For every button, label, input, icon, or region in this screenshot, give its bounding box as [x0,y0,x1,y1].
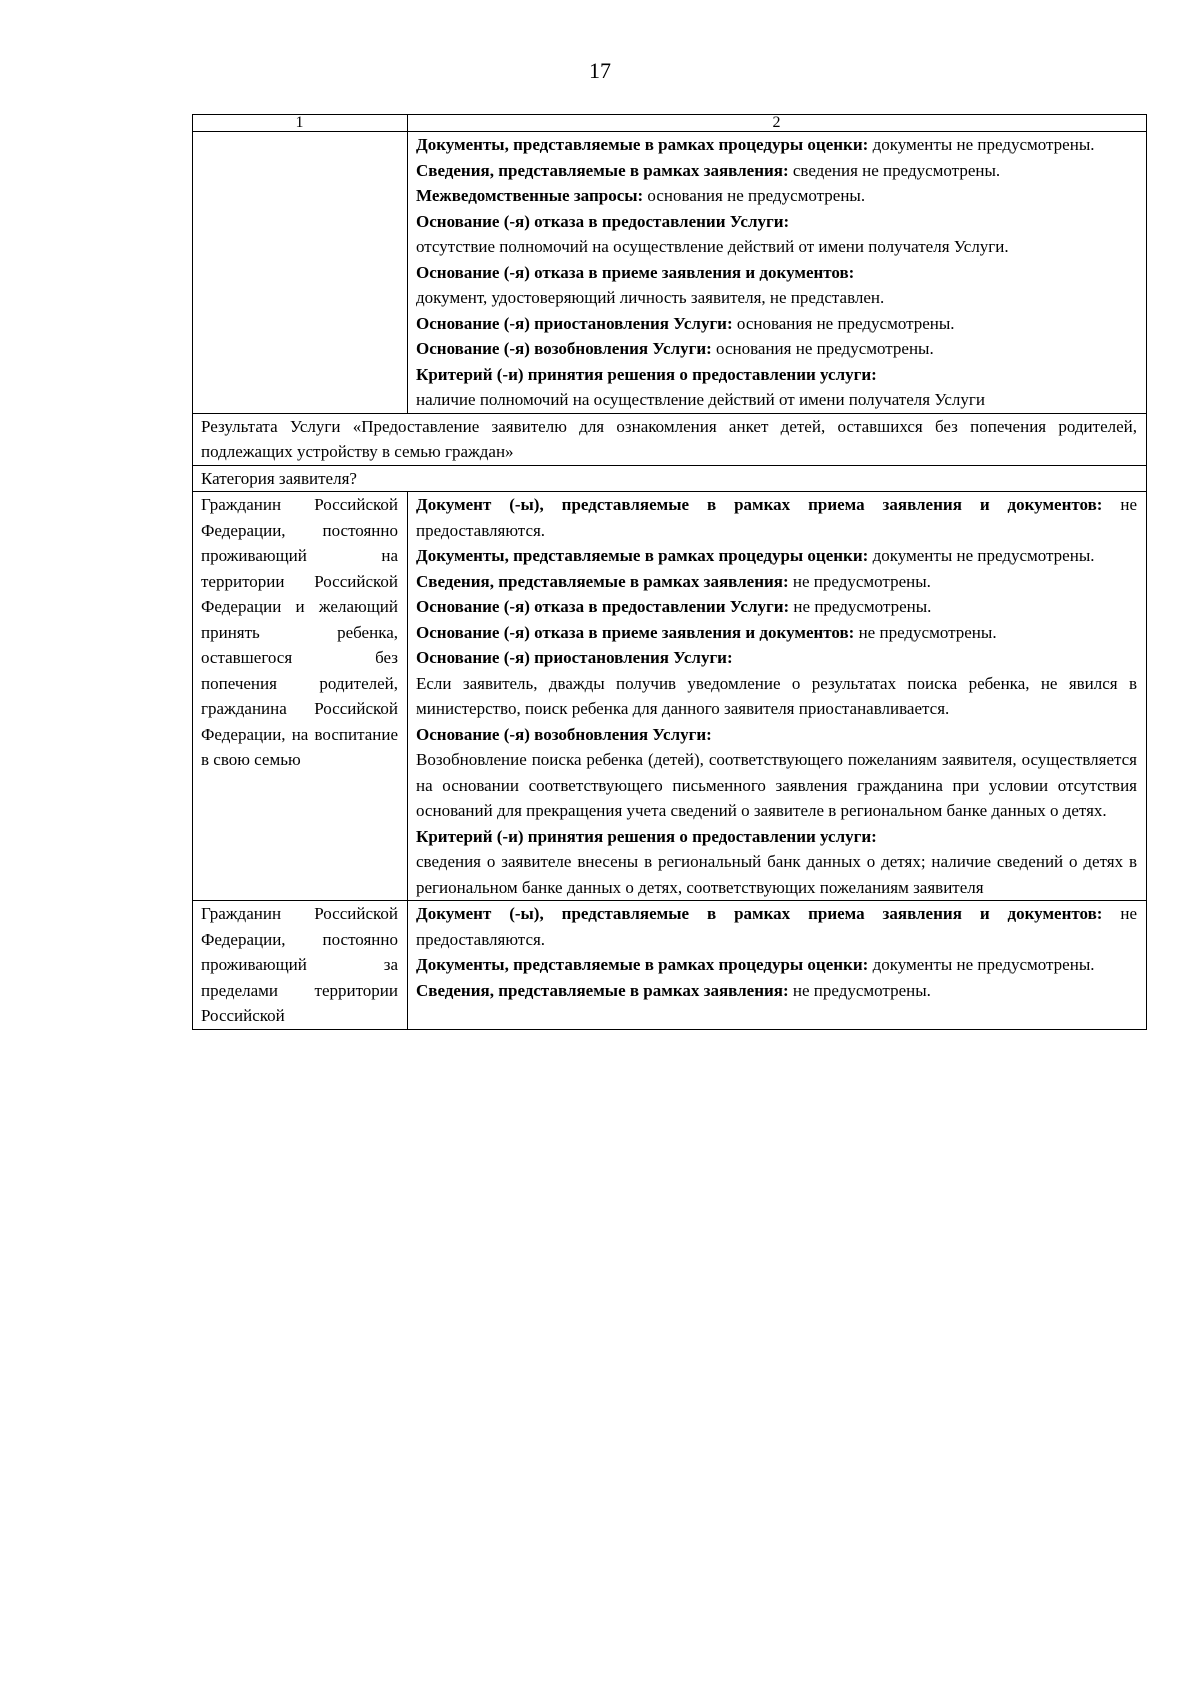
table-header-row [193,115,1147,132]
list-item: Основание (-я) отказа в приеме заявления и документов: не предусмотрены. [416,622,997,642]
list-item: Основание (-я) возобновления Услуги: основания не предусмотрены. [416,339,934,358]
list-item: Основание (-я) возобновления Услуги: Возобновление поиска ребенка (детей), соответствующего пожеланиям заявителя, осуществляется на основании соответствующего письменного заявления гражданина при условии отсутствия оснований для прекращения учета сведений о заявителе в региональном банке данных о детях. [416,724,1137,820]
continuation-category-cell [193,132,408,414]
list-item: Документ (-ы), представляемые в рамках приема заявления и документов: не предоставляются. [416,495,1138,540]
continuation-details-cell [408,132,1147,414]
list-item: Основание (-я) отказа в приеме заявления и документов: документ, удостоверяющий личность заявителя, не представлен. [416,262,885,307]
list-item: Сведения, представляемые в рамках заявления: сведения не предусмотрены. [416,160,1001,180]
list-item: Критерий (-и) принятия решения о предоставлении услуги: сведения о заявителе внесены в региональный банк данных о детях; наличие сведений о детях в региональном банке данных о детях, соответствующих пожеланиям заявителя [416,826,1137,897]
page-number: 17 [589,58,611,83]
list-item: Основание (-я) приостановления Услуги: Если заявитель, дважды получив уведомление о результатах поиска ребенка, не явился в министерство, поиск ребенка для данного заявителя приостанавливается. [416,648,1137,718]
list-item: Основание (-я) приостановления Услуги: основания не предусмотрены. [416,313,955,333]
list-item: Документы, представляемые в рамках процедуры оценки: документы не предусмотрены. [416,135,1095,154]
applicant-category-cell: Гражданин Российской Федерации, постоянно проживающий за пределами территории Российской [193,901,408,1030]
list-item: Основание (-я) отказа в предоставлении Услуги: не предусмотрены. [416,597,932,616]
category-row [193,465,1147,492]
category-title-cell: Категория заявителя? [193,465,1147,492]
applicant-category-cell: Гражданин Российской Федерации, постоянно проживающий на территории Российской Федерации и желающий принять ребенка, оставшегося без попечения родителей, гражданина Российской Федерации, на воспитание в свою семью [193,492,408,901]
list-item: Межведомственные запросы: основания не предусмотрены. [416,186,866,205]
applicant-details-cell [408,901,1147,1030]
list-item: Основание (-я) отказа в предоставлении Услуги: отсутствие полномочий на осуществление действий от имени получателя Услуги. [416,211,1009,256]
list-item: Критерий (-и) принятия решения о предоставлении услуги: наличие полномочий на осуществление действий от имени получателя Услуги [416,364,985,409]
list-item: Документы, представляемые в рамках процедуры оценки: документы не предусмотрены. [416,546,1095,565]
continuation-row [193,132,1147,414]
header-col-2: 2 [408,115,1147,132]
list-item: Документы, представляемые в рамках процедуры оценки: документы не предусмотрены. [416,955,1095,974]
applicant-row-1 [193,492,1147,901]
list-item: Сведения, представляемые в рамках заявления: не предусмотрены. [416,980,931,1000]
result-title-cell: Результата Услуги «Предоставление заявителю для ознакомления анкет детей, оставшихся без попечения родителей, подлежащих устройству в семью граждан» [193,413,1147,465]
header-col-1: 1 [193,115,408,132]
applicant-row-2 [193,901,1147,1030]
list-item: Сведения, представляемые в рамках заявления: не предусмотрены. [416,571,931,591]
services-table [192,114,1147,1030]
result-row [193,413,1147,465]
applicant-details-cell [408,492,1147,901]
list-item: Документ (-ы), представляемые в рамках приема заявления и документов: не предоставляются. [416,904,1138,949]
